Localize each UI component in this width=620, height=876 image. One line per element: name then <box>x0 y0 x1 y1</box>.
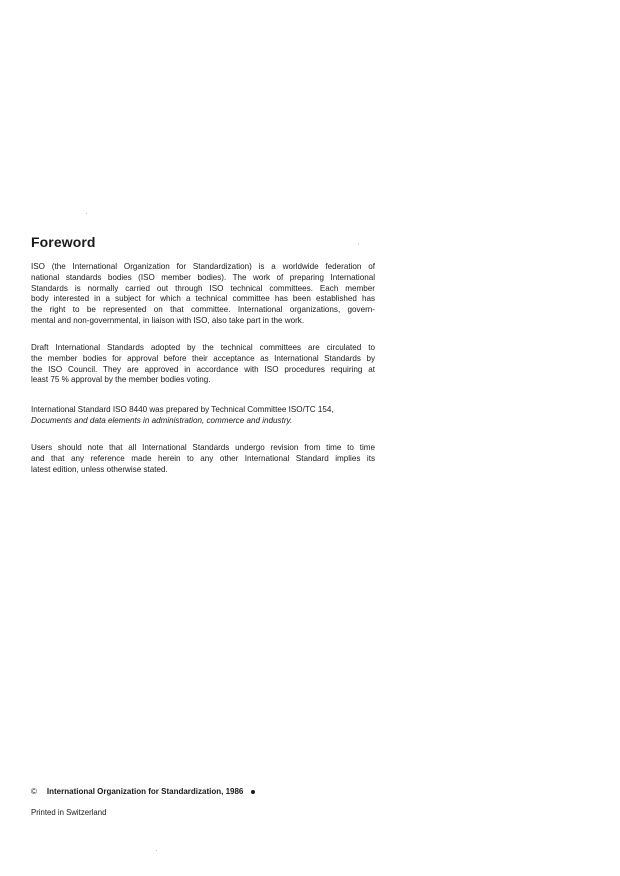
scan-speck <box>358 243 359 244</box>
printed-in-notice: Printed in Switzerland <box>31 808 107 817</box>
paragraph-line: Users should note that all International Standards undergo revision from time to time <box>31 443 375 452</box>
paragraph-line: national standards bodies (ISO member bodies). The work of preparing International <box>31 272 375 282</box>
foreword-heading: Foreword <box>31 234 96 250</box>
paragraph-line: Draft International Standards adopted by the technical committees are circulated to <box>31 343 375 352</box>
paragraph-line: Standards is normally carried out through ISO technical committees. Each member <box>31 283 375 293</box>
paragraph-line: and that any reference made herein to any other International Standard implies its <box>31 453 375 463</box>
copyright-symbol: © <box>31 787 37 796</box>
paragraph-line: least 75 % approval by the member bodies voting. <box>31 375 211 385</box>
paragraph-line: International Standard ISO 8440 was prepared by Technical Committee ISO/TC 154, <box>31 405 334 414</box>
paragraph-line: the right to be represented on that committee. International organizations, govern- <box>31 305 375 315</box>
scan-speck <box>86 213 87 214</box>
bullet-icon <box>251 790 255 794</box>
foreword-paragraph-4 <box>31 443 375 475</box>
foreword-paragraph-3 <box>31 405 375 427</box>
paragraph-line: ISO (the International Organization for Standardization) is a worldwide federation of <box>31 262 375 271</box>
paragraph-line: mental and non-governmental, in liaison with ISO, also take part in the work. <box>31 315 305 325</box>
paragraph-line: latest edition, unless otherwise stated. <box>31 464 168 474</box>
paragraph-line: the member bodies for approval before their acceptance as International Standards by <box>31 353 375 363</box>
foreword-paragraph-2 <box>31 343 375 386</box>
foreword-paragraph-1 <box>31 262 375 327</box>
paragraph-line: the ISO Council. They are approved in accordance with ISO procedures requiring at <box>31 364 375 374</box>
paragraph-line: body interested in a subject for which a technical committee has been established has <box>31 294 375 304</box>
copyright-text: International Organization for Standardization, 1986 <box>46 787 244 796</box>
copyright-notice <box>31 787 255 796</box>
scan-speck <box>156 850 157 851</box>
committee-title: Documents and data elements in administration, commerce and industry. <box>31 415 293 425</box>
